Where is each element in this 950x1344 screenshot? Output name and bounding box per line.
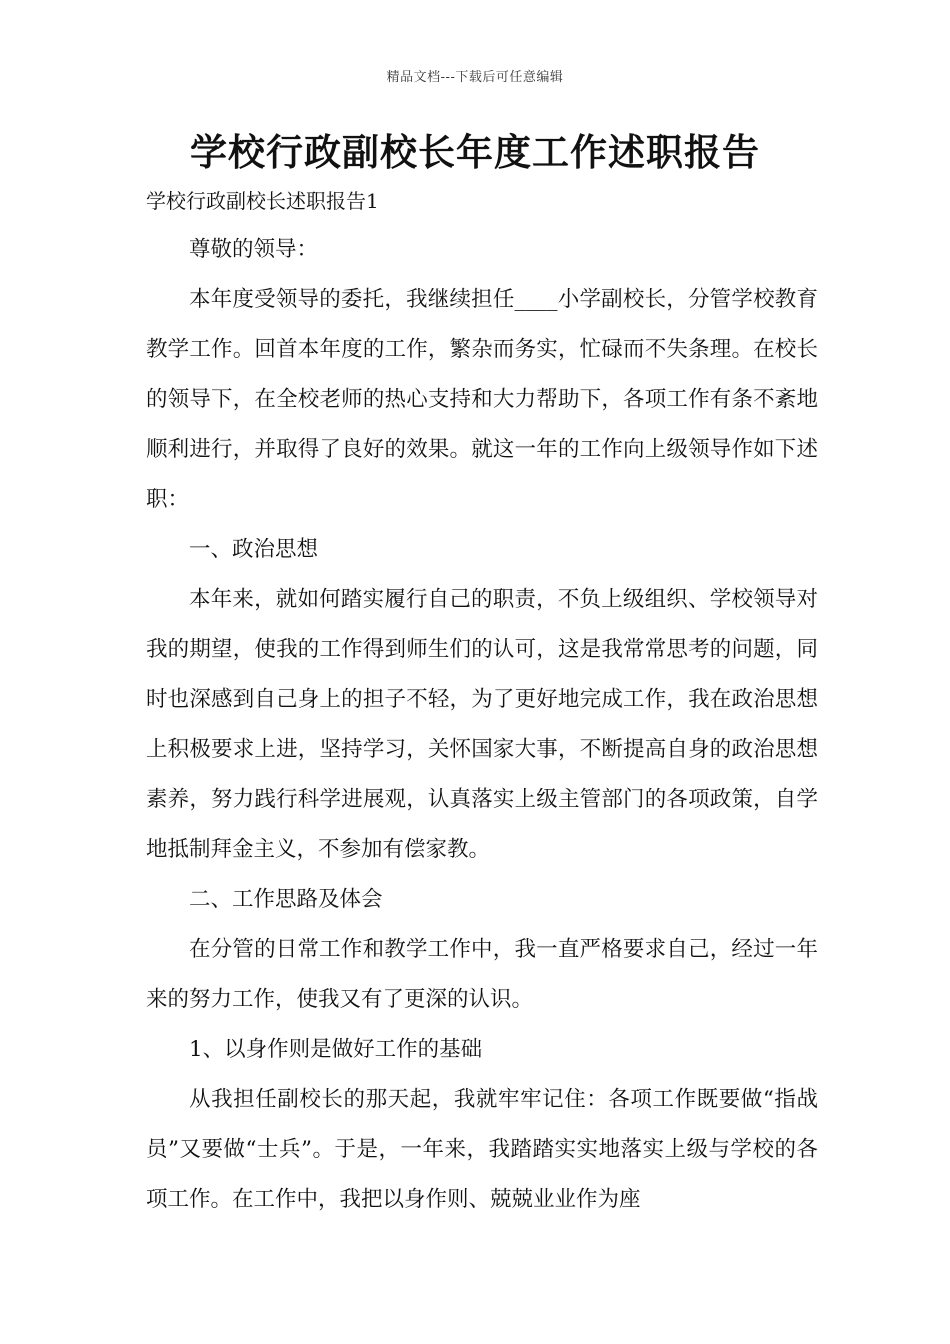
document-subtitle: 学校行政副校长述职报告1 <box>146 189 379 213</box>
document-body <box>146 225 818 1225</box>
document-title: 学校行政副校长年度工作述职报告 <box>190 131 760 174</box>
section-heading-work-ideas: 二、工作思路及体会 <box>189 887 383 912</box>
politics-paragraph: 本年来，就如何踏实履行自己的职责，不负上级组织、学校领导对我的期望，使我的工作得到师生们的认可，这是我常常思考的问题，同时也深感到自己身上的担子不轻，为了更好地完成工作，我在政治思想上积极要求上进，坚持学习，关怀国家大事，不断提高自身的政治思想素养，努力践行科学进展观，认真落实上级主管部门的各项政策，自学地抵制拜金主义，不参加有偿家教。 <box>146 587 818 862</box>
salutation-paragraph: 尊敬的领导： <box>189 237 319 262</box>
lead-by-example-paragraph: 从我担任副校长的那天起，我就牢牢记住：各项工作既要做“指战员”又要做“士兵”。于是，一年来，我踏踏实实地落实上级与学校的各项工作。在工作中，我把以身作则、兢兢业业作为座 <box>146 1087 818 1212</box>
work-ideas-paragraph: 在分管的日常工作和教学工作中，我一直严格要求自己，经过一年来的努力工作，使我又有了更深的认识。 <box>146 937 818 1012</box>
intro-paragraph: 本年度受领导的委托，我继续担任____小学副校长，分管学校教育教学工作。回首本年度的工作，繁杂而务实，忙碌而不失条理。在校长的领导下，在全校老师的热心支持和大力帮助下，各项工作有条不紊地顺利进行，并取得了良好的效果。就这一年的工作向上级领导作如下述职： <box>146 287 818 512</box>
header-note: 精品文档---下载后可任意编辑 <box>386 70 564 85</box>
section-heading-politics: 一、政治思想 <box>189 537 319 562</box>
subsection-heading-lead-by-example: 1、以身作则是做好工作的基础 <box>189 1037 483 1062</box>
